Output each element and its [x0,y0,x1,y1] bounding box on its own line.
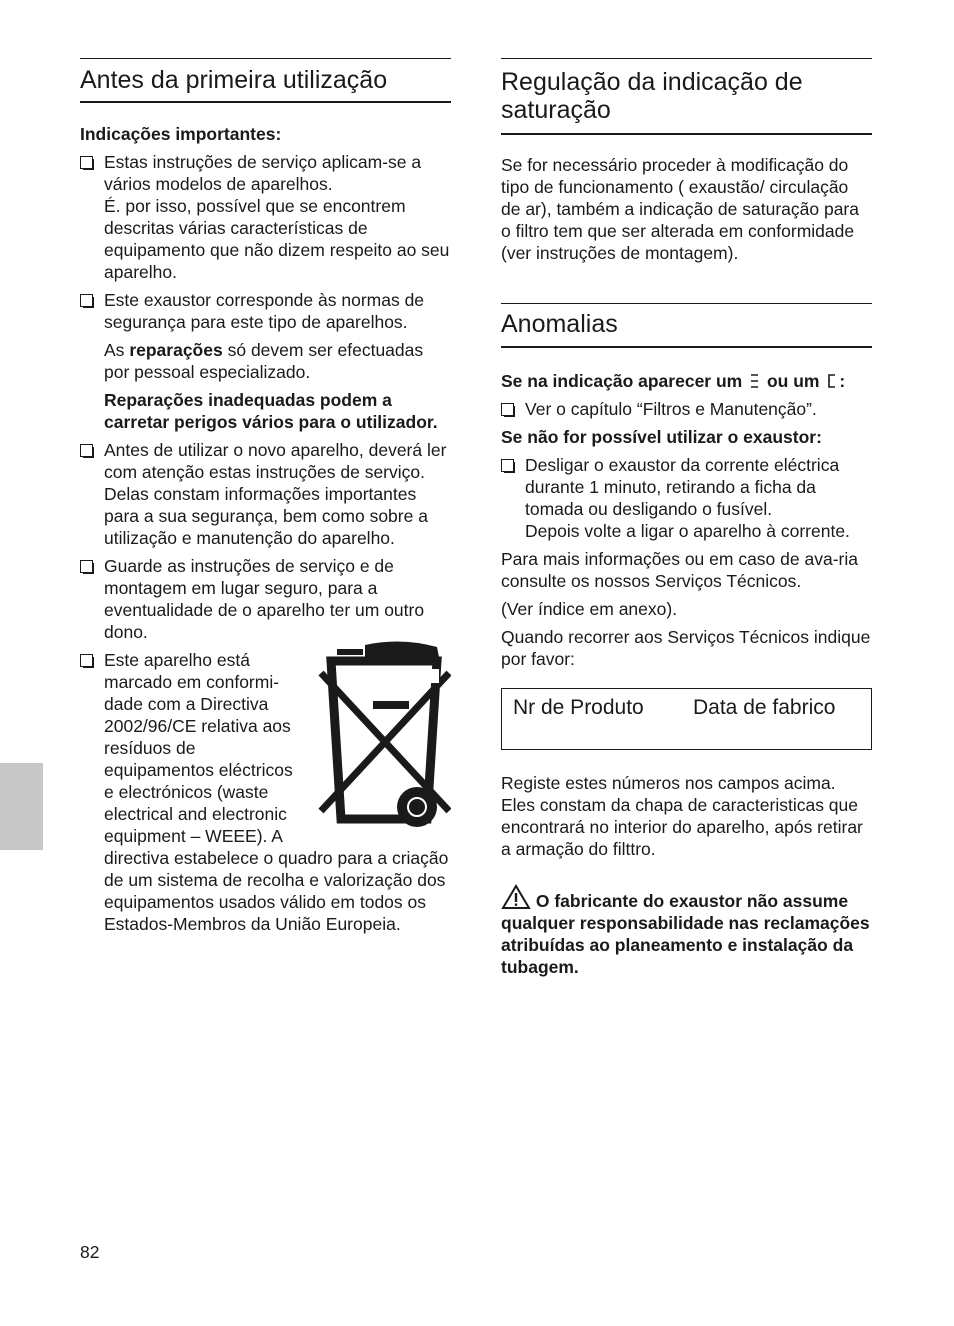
page-number: 82 [80,1242,100,1262]
annex-reference: (Ver índice em anexo). [501,599,678,619]
left-column [80,58,451,941]
list-item: Estas instruções de serviço aplicam-se a vários modelos de aparelhos. É. por isso, possível que se encontrem descritas várias características de equipamento que não dizem respeito ao seu aparelho. [80,151,451,283]
checkbox-bullet-icon [80,654,93,667]
checkbox-bullet-icon [80,294,93,307]
section-heading-saturation: Regulação da indicação de saturação [501,59,872,135]
list-item: Ver o capítulo “Filtros e Manutenção”. [501,398,872,420]
list-item: Desligar o exaustor da corrente eléctrica durante 1 minuto, retirando a ficha da tomada ou desligando o fusível. Depois volte a ligar o aparelho à corrente. [501,454,872,542]
repairs-warning: Reparações inadequadas podem a carretar perigos vários para o utilizador. [104,390,438,432]
section-tab-marker [0,763,43,850]
list-item: Antes de utilizar o novo aparelho, deverá ler com atenção estas instruções de serviço. Delas constam informações importantes para a sua segurança, bem como sobre a utilização e manutenção do aparelho. [80,439,451,549]
register-numbers-paragraph: Registe estes números nos campos acima. Eles constam da chapa de caracteristicas que encontrará no interior do aparelho, após retirar a armação do filttro. [501,773,863,859]
display-segment-c-icon [827,373,836,389]
crossed-out-wheelie-bin-icon [317,639,451,829]
right-column [501,58,872,978]
manufacturer-liability-warning: O fabricante do exaustor não assume qualquer responsabilidade nas reclamações atribuídas ao planeamento e instalação da tubagem. [501,884,872,978]
list-item: Guarde as instruções de serviço e de montagem em lugar seguro, para a eventualidade de o aparelho ter um outro dono. [80,555,451,643]
service-request-paragraph: Quando recorrer aos Serviços Técnicos indique por favor: [501,627,871,669]
warning-triangle-icon [501,884,531,910]
product-number-label: Nr de Produto [513,696,644,719]
checkbox-bullet-icon [80,560,93,573]
list-item-weee: Este aparelho está marcado em conformi-dade com a Directiva 2002/96/CE relativa aos resíduos de equipamentos eléctricos e electrónicos (waste electrical and electronic equipment – WEEE). A directiva estabelece o quadro para a criação de um sistema de recolha e valorização dos equipamentos usados válido em todos os Estados-Membros da União Europeia. [80,649,451,935]
saturation-paragraph: Se for necessário proceder à modificação do tipo de funcionamento ( exaustão/ circulação de ar), também a indicação de saturação para o filtro tem que ser alterada em conformidade (ver instruções de montagem). [501,155,859,263]
checkbox-bullet-icon [80,444,93,457]
section-heading-before-first-use: Antes da primeira utilização [80,59,451,103]
display-segment-e-icon [750,373,759,389]
manufacture-date-label: Data de fabrico [693,696,836,719]
important-notes-heading: Indicações importantes: [80,124,282,144]
checkbox-bullet-icon [501,459,514,472]
cannot-use-heading: Se não for possível utilizar o exaustor: [501,427,822,447]
checkbox-bullet-icon [501,403,514,416]
repairs-note: As reparações só devem ser efectuadas por pessoal especializado. [104,340,424,382]
product-info-box [501,688,872,750]
display-indication-heading: Se na indicação aparecer um ou um : [501,371,846,391]
list-item: Este exaustor corresponde às normas de segurança para este tipo de aparelhos. [80,289,451,333]
checkbox-bullet-icon [80,156,93,169]
section-heading-faults: Anomalias [501,304,872,348]
service-info-paragraph: Para mais informações ou em caso de ava-ria consulte os nossos Serviços Técnicos. [501,549,858,591]
